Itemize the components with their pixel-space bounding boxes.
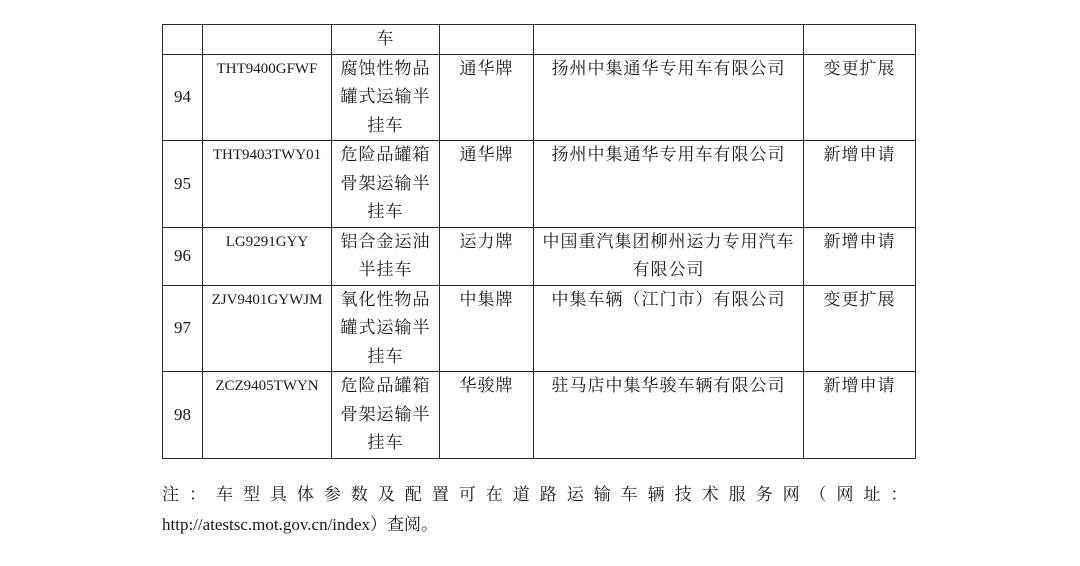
footnote xyxy=(162,480,915,540)
application-type-cell: 新增申请 xyxy=(804,227,916,285)
model-code-cell: ZCZ9405TWYN xyxy=(203,372,332,459)
vehicle-name-cell xyxy=(332,141,440,228)
model-code-cell: THT9403TWY01 xyxy=(203,141,332,228)
vehicle-name-line: 挂车 xyxy=(367,433,404,452)
manufacturer-cell xyxy=(534,141,804,228)
vehicle-name-cell xyxy=(332,54,440,141)
table-row xyxy=(163,285,916,372)
manufacturer-line: 中国重汽集团柳州运力专用汽车 xyxy=(542,231,795,251)
application-type-cell xyxy=(804,25,916,55)
vehicle-name-line: 骨架运输半 xyxy=(340,173,431,193)
brand-cell: 运力牌 xyxy=(440,227,534,285)
vehicle-name-line: 铝合金运油 xyxy=(340,231,431,251)
vehicle-name-cell xyxy=(332,285,440,372)
table-body xyxy=(163,25,916,459)
brand-cell: 通华牌 xyxy=(440,141,534,228)
serial-number-cell: 97 xyxy=(163,285,203,372)
manufacturer-cell xyxy=(534,54,804,141)
vehicle-name-line: 挂车 xyxy=(367,202,404,221)
vehicle-name-line: 半挂车 xyxy=(358,260,413,279)
table-row xyxy=(163,227,916,285)
model-code-cell xyxy=(203,25,332,55)
vehicle-name-line: 危险品罐箱 xyxy=(340,145,431,164)
serial-number-cell xyxy=(163,25,203,55)
manufacturer-line: 驻马店中集华骏车辆有限公司 xyxy=(551,376,786,395)
vehicle-name-line: 氧化性物品 xyxy=(340,289,431,309)
manufacturer-cell xyxy=(534,25,804,55)
vehicle-name-line: 车 xyxy=(376,29,395,48)
vehicle-name-cell xyxy=(332,25,440,55)
application-type-cell: 新增申请 xyxy=(804,141,916,228)
serial-number-cell: 98 xyxy=(163,372,203,459)
vehicle-model-table xyxy=(162,24,916,459)
serial-number-cell: 95 xyxy=(163,141,203,228)
application-type-cell: 变更扩展 xyxy=(804,54,916,141)
vehicle-name-cell xyxy=(332,227,440,285)
vehicle-name-cell xyxy=(332,372,440,459)
vehicle-name-line: 罐式运输半 xyxy=(340,87,431,106)
table-row xyxy=(163,372,916,459)
application-type-cell: 新增申请 xyxy=(804,372,916,459)
manufacturer-cell xyxy=(534,227,804,285)
vehicle-name-line: 罐式运输半 xyxy=(340,318,431,337)
model-code-cell: THT9400GFWF xyxy=(203,54,332,141)
vehicle-name-line: 挂车 xyxy=(367,346,404,366)
manufacturer-cell xyxy=(534,372,804,459)
model-code-cell: LG9291GYY xyxy=(203,227,332,285)
brand-cell: 中集牌 xyxy=(440,285,534,372)
brand-cell: 华骏牌 xyxy=(440,372,534,459)
serial-number-cell: 94 xyxy=(163,54,203,141)
manufacturer-cell xyxy=(534,285,804,372)
table-row xyxy=(163,54,916,141)
table-row xyxy=(163,25,916,55)
table-row xyxy=(163,141,916,228)
brand-cell xyxy=(440,25,534,55)
vehicle-name-line: 骨架运输半 xyxy=(340,404,431,424)
application-type-cell: 变更扩展 xyxy=(804,285,916,372)
footnote-line-1: 注：车型具体参数及配置可在道路运输车辆技术服务网（网址： xyxy=(162,485,915,504)
vehicle-name-line: 挂车 xyxy=(367,115,404,135)
vehicle-name-line: 危险品罐箱 xyxy=(340,376,431,395)
brand-cell: 通华牌 xyxy=(440,54,534,141)
manufacturer-line: 扬州中集通华专用车有限公司 xyxy=(551,145,786,164)
vehicle-name-line: 腐蚀性物品 xyxy=(340,58,431,78)
footnote-line-2: http://atestsc.mot.gov.cn/index）查阅。 xyxy=(162,515,439,534)
serial-number-cell: 96 xyxy=(163,227,203,285)
manufacturer-line: 扬州中集通华专用车有限公司 xyxy=(551,58,786,78)
manufacturer-line: 中集车辆（江门市）有限公司 xyxy=(551,289,786,309)
manufacturer-line: 有限公司 xyxy=(632,260,705,279)
model-code-cell: ZJV9401GYWJM xyxy=(203,285,332,372)
